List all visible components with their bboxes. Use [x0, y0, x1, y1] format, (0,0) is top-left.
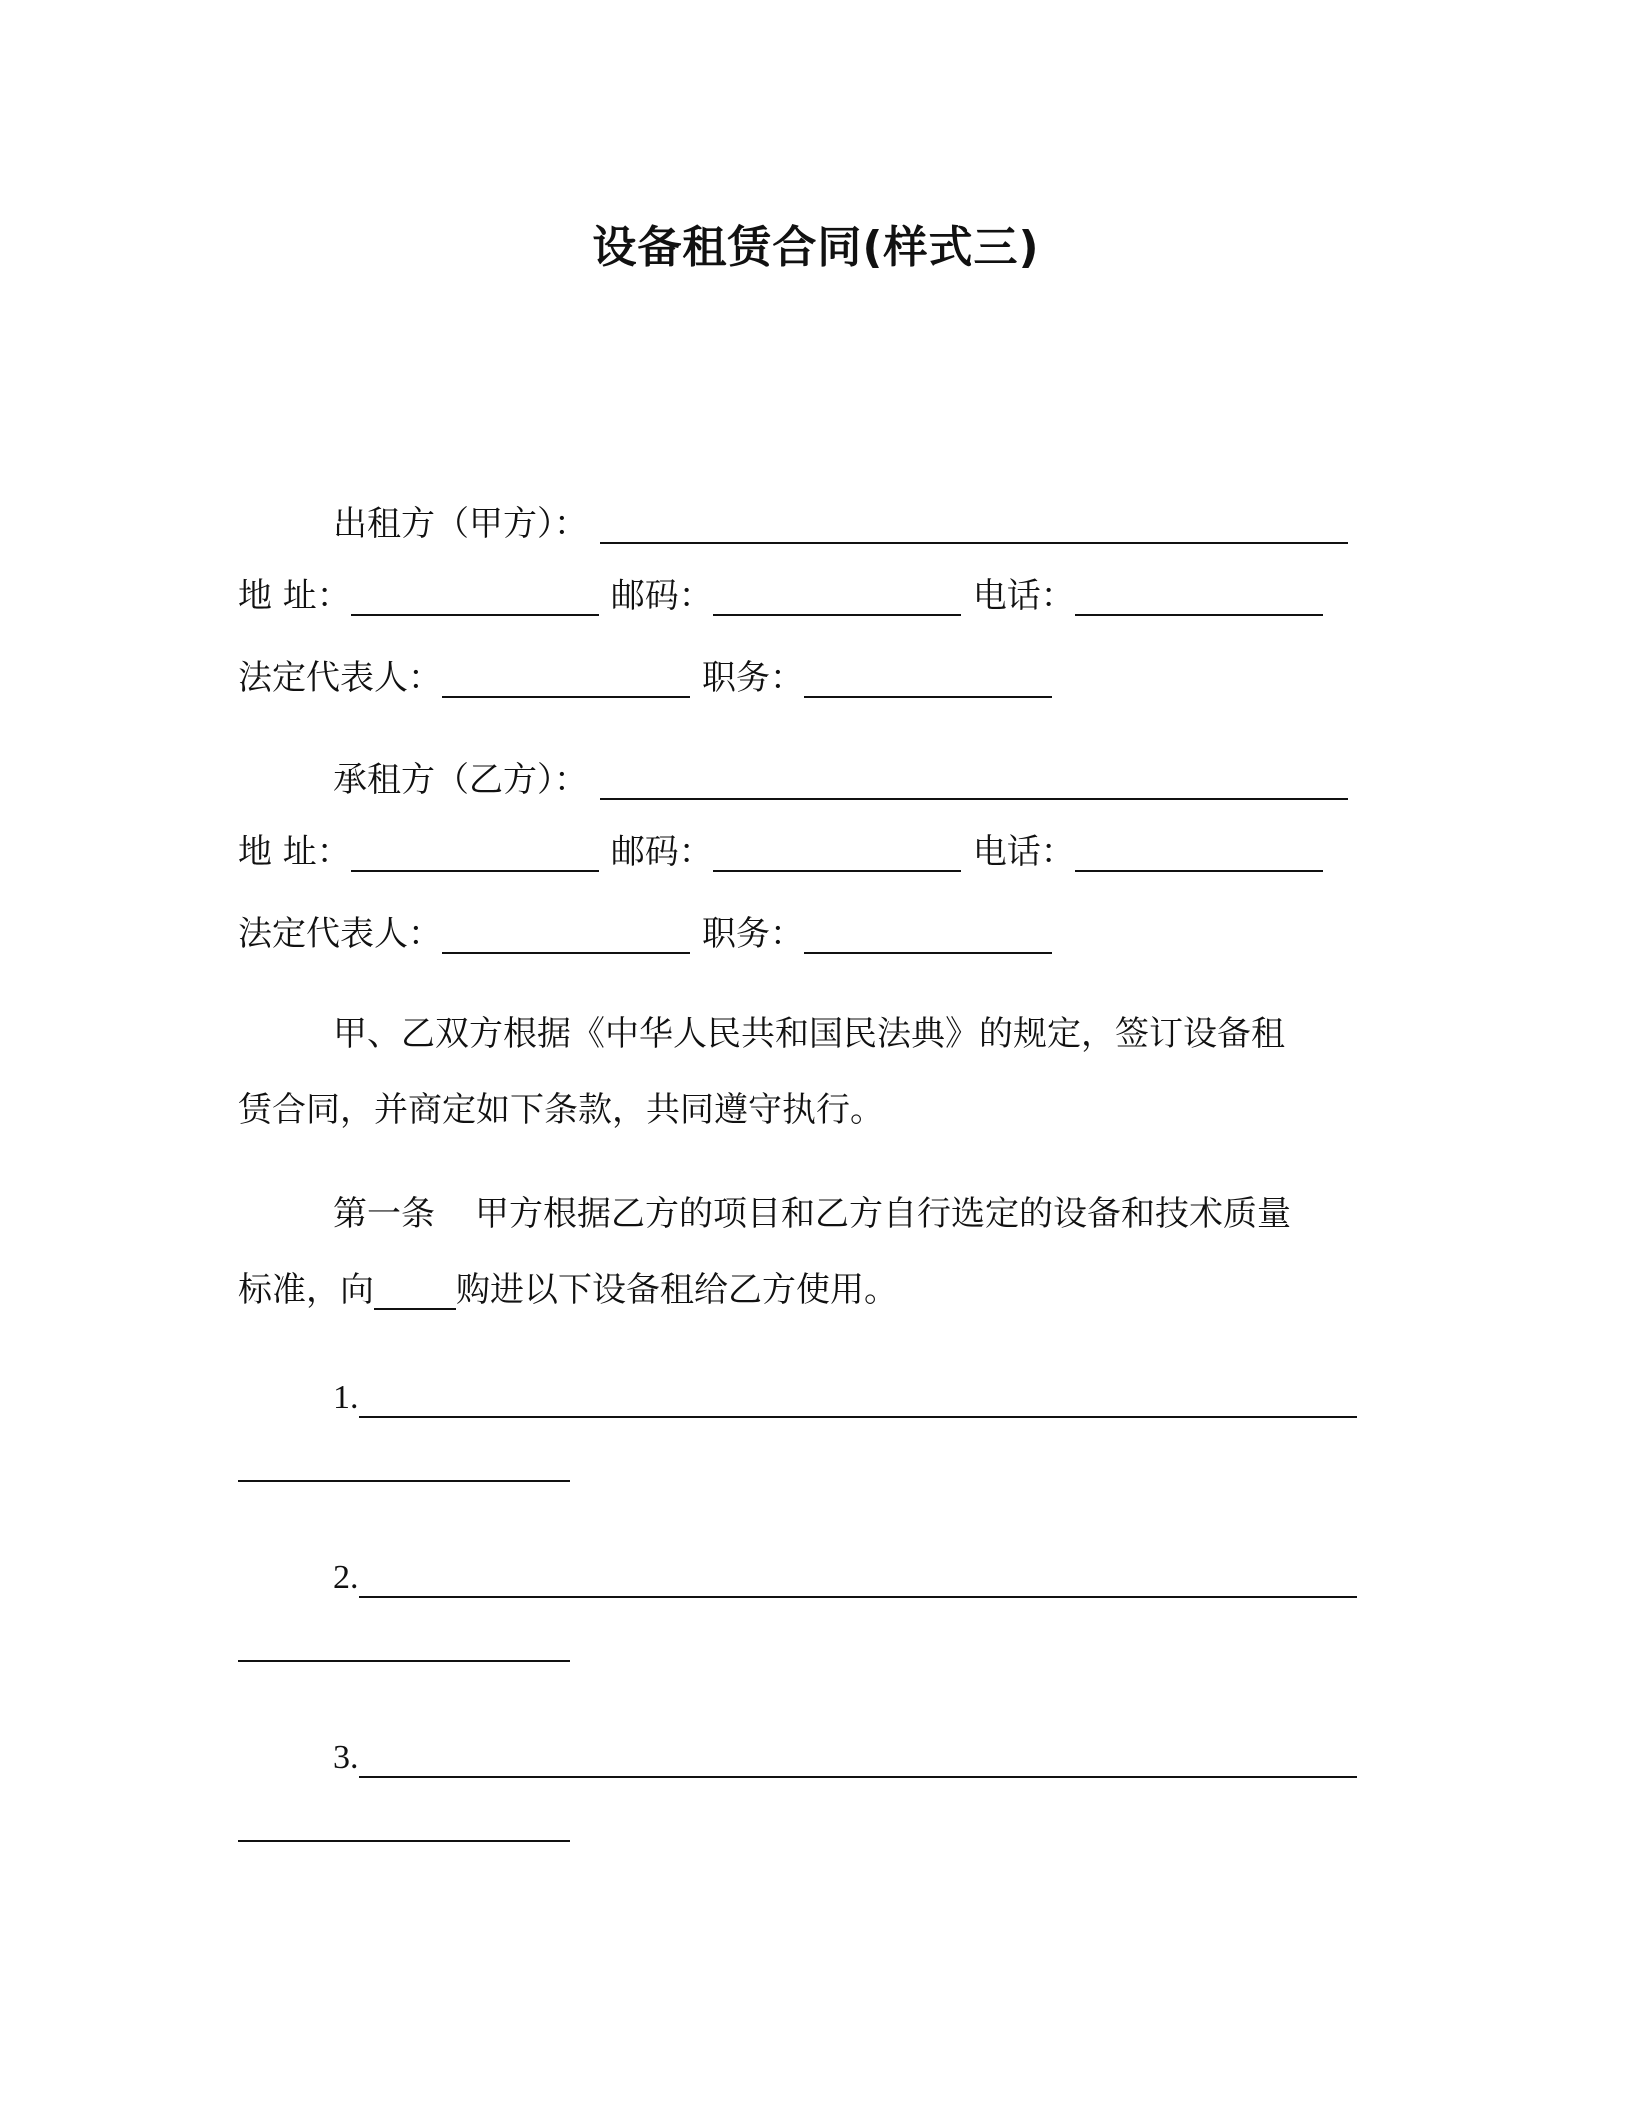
lessor-postcode-label: 邮码： [610, 576, 713, 616]
item-3-field[interactable] [359, 1742, 1357, 1778]
lessee-legal-rep-label: 法定代表人： [238, 914, 442, 954]
lessee-line [333, 756, 1348, 804]
item-3-field-continued[interactable] [238, 1806, 570, 1842]
item-3-number: 3. [333, 1739, 359, 1776]
lessee-name-field[interactable] [600, 764, 1348, 800]
lessor-label: 出租方（甲方）： [333, 504, 588, 544]
item-1-continuation [238, 1446, 570, 1486]
preamble-line-2 [238, 1086, 884, 1134]
item-1-line [333, 1374, 1357, 1422]
lessee-label: 承租方（乙方）： [333, 760, 588, 800]
supplier-field[interactable] [374, 1274, 456, 1310]
article1-heading: 第一条 [333, 1194, 435, 1234]
lessor-address-label: 地 址： [238, 576, 351, 616]
lessor-position-field[interactable] [804, 662, 1052, 698]
preamble-text-2: 赁合同，并商定如下条款，共同遵守执行。 [238, 1090, 884, 1130]
item-1-field[interactable] [359, 1382, 1357, 1418]
lessee-rep-line [238, 910, 1052, 958]
lessee-legal-rep-field[interactable] [442, 918, 690, 954]
item-1-field-continued[interactable] [238, 1446, 570, 1482]
preamble-text-1: 甲、乙双方根据《中华人民共和国民法典》的规定，签订设备租 [333, 1014, 1285, 1054]
lessee-position-field[interactable] [804, 918, 1052, 954]
lessee-position-label: 职务： [702, 914, 804, 954]
lessor-phone-label: 电话： [972, 576, 1075, 616]
lessee-postcode-field[interactable] [713, 836, 961, 872]
item-2-number: 2. [333, 1559, 359, 1596]
item-1-number: 1. [333, 1379, 359, 1416]
item-3-continuation [238, 1806, 570, 1846]
article1-text-2a: 标准，向 [238, 1270, 374, 1310]
preamble-line-1 [333, 1010, 1285, 1058]
lessor-address-field[interactable] [351, 580, 599, 616]
lessee-postcode-label: 邮码： [610, 832, 713, 872]
lessor-postcode-field[interactable] [713, 580, 961, 616]
lessee-phone-label: 电话： [972, 832, 1075, 872]
item-2-line [333, 1554, 1357, 1602]
item-3-line [333, 1734, 1357, 1782]
lessor-legal-rep-label: 法定代表人： [238, 658, 442, 698]
item-2-field-continued[interactable] [238, 1626, 570, 1662]
lessor-rep-line [238, 654, 1052, 702]
lessor-position-label: 职务： [702, 658, 804, 698]
article1-line-1 [333, 1190, 1291, 1238]
article1-line-2 [238, 1266, 898, 1314]
document-title: 设备租赁合同(样式三) [592, 222, 1040, 273]
lessor-contact-line [238, 572, 1323, 620]
article1-text-2b: 购进以下设备租给乙方使用。 [456, 1270, 898, 1310]
lessee-address-label: 地 址： [238, 832, 351, 872]
lessor-phone-field[interactable] [1075, 580, 1323, 616]
lessee-contact-line [238, 828, 1323, 876]
lessor-legal-rep-field[interactable] [442, 662, 690, 698]
article1-text-1: 甲方根据乙方的项目和乙方自行选定的设备和技术质量 [475, 1194, 1291, 1234]
lessee-address-field[interactable] [351, 836, 599, 872]
item-2-field[interactable] [359, 1562, 1357, 1598]
lessee-phone-field[interactable] [1075, 836, 1323, 872]
lessor-line [333, 500, 1348, 548]
item-2-continuation [238, 1626, 570, 1666]
lessor-name-field[interactable] [600, 508, 1348, 544]
